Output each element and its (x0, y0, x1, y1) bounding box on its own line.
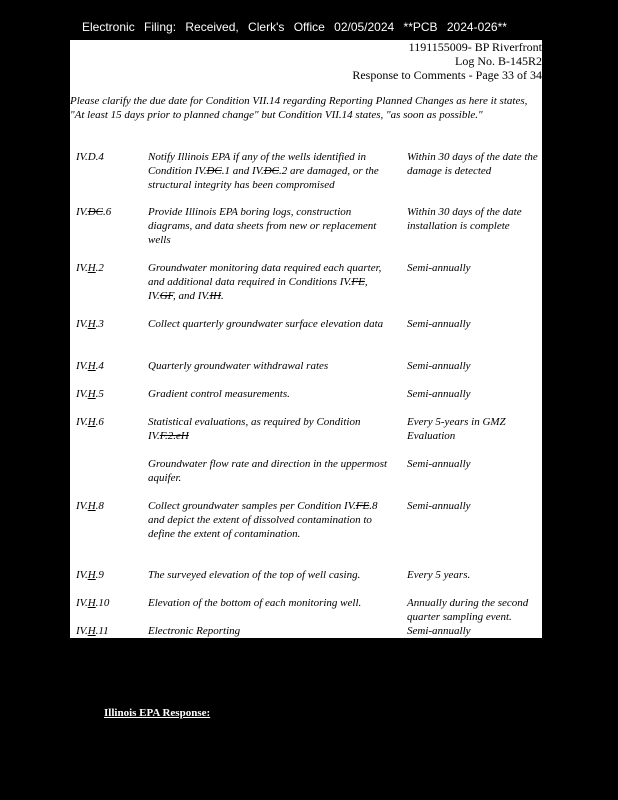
description-cell: Collect groundwater samples per Condition IV.FE.8 and depict the extent of dissolved contamination to define the extent of contamination. (148, 500, 378, 540)
header-line-2: Log No. B-145R2 (455, 54, 542, 68)
frequency-cell: Semi-annually (407, 500, 471, 512)
condition-cell: IV.H.3 (76, 318, 104, 330)
question-paragraph: Please clarify the due date for Condition VII.14 regarding Reporting Planned Changes as here it states, "At least 15 days prior to planned change" but Condition VII.14 states, "as soon as possible." (70, 95, 528, 121)
condition-cell: IV.H.5 (76, 388, 104, 400)
frequency-cell: Within 30 days of the date installation is complete (407, 206, 522, 232)
condition-cell: IV.H.6 (76, 416, 104, 428)
condition-cell: IV.DC.6 (76, 206, 112, 218)
description-cell: Quarterly groundwater withdrawal rates (148, 360, 329, 372)
frequency-cell: Every 5-years in GMZ Evaluation (407, 416, 506, 442)
condition-cell: IV.H.4 (76, 360, 104, 372)
frequency-cell: Semi-annually (407, 388, 471, 400)
frequency-cell: Semi-annually (407, 625, 471, 637)
document-page (70, 40, 542, 638)
description-cell: Gradient control measurements. (148, 388, 290, 400)
frequency-cell: Annually during the second quarter sampling event. (407, 597, 529, 623)
frequency-cell: Semi-annually (407, 360, 471, 372)
description-cell: Groundwater flow rate and direction in the uppermost aquifer. (148, 458, 388, 484)
frequency-cell: Semi-annually (407, 458, 471, 470)
frequency-cell: Semi-annually (407, 262, 471, 274)
condition-cell: IV.H.11 (76, 625, 109, 637)
page-header (352, 40, 542, 82)
description-cell: Electronic Reporting (148, 625, 241, 637)
condition-cell: IV.D.4 (76, 151, 104, 163)
response-heading: Illinois EPA Response: (104, 707, 211, 719)
frequency-cell: Every 5 years. (407, 569, 471, 581)
description-cell: Groundwater monitoring data required each quarter, and additional data required in Conditions IV.FE, IV.GF, and IV.IH. (148, 262, 382, 302)
header-line-1: 1191155009- BP Riverfront (408, 40, 542, 54)
description-cell: Collect quarterly groundwater surface elevation data (148, 318, 384, 330)
condition-cell: IV.H.2 (76, 262, 104, 274)
frequency-cell: Semi-annually (407, 318, 471, 330)
condition-cell: IV.H.9 (76, 569, 104, 581)
filing-stamp: Electronic Filing: Received, Clerk's Office 02/05/2024 **PCB 2024-026** (82, 20, 507, 34)
frequency-cell: Within 30 days of the date the damage is detected (407, 151, 538, 177)
condition-cell: IV.H.10 (76, 597, 110, 609)
description-cell: Notify Illinois EPA if any of the wells identified in Condition IV.DC.1 and IV.DC.2 are damaged, or the structural integrity has been compromised (148, 151, 379, 191)
condition-cell: IV.H.8 (76, 500, 104, 512)
header-line-3: Response to Comments - Page 33 of 34 (352, 68, 542, 82)
description-cell: Provide Illinois EPA boring logs, construction diagrams, and data sheets from new or replacement wells (148, 206, 377, 246)
description-cell: Elevation of the bottom of each monitoring well. (148, 597, 362, 609)
description-cell: Statistical evaluations, as required by Condition IV.F.2.eH (148, 416, 361, 442)
description-cell: The surveyed elevation of the top of well casing. (148, 569, 361, 581)
